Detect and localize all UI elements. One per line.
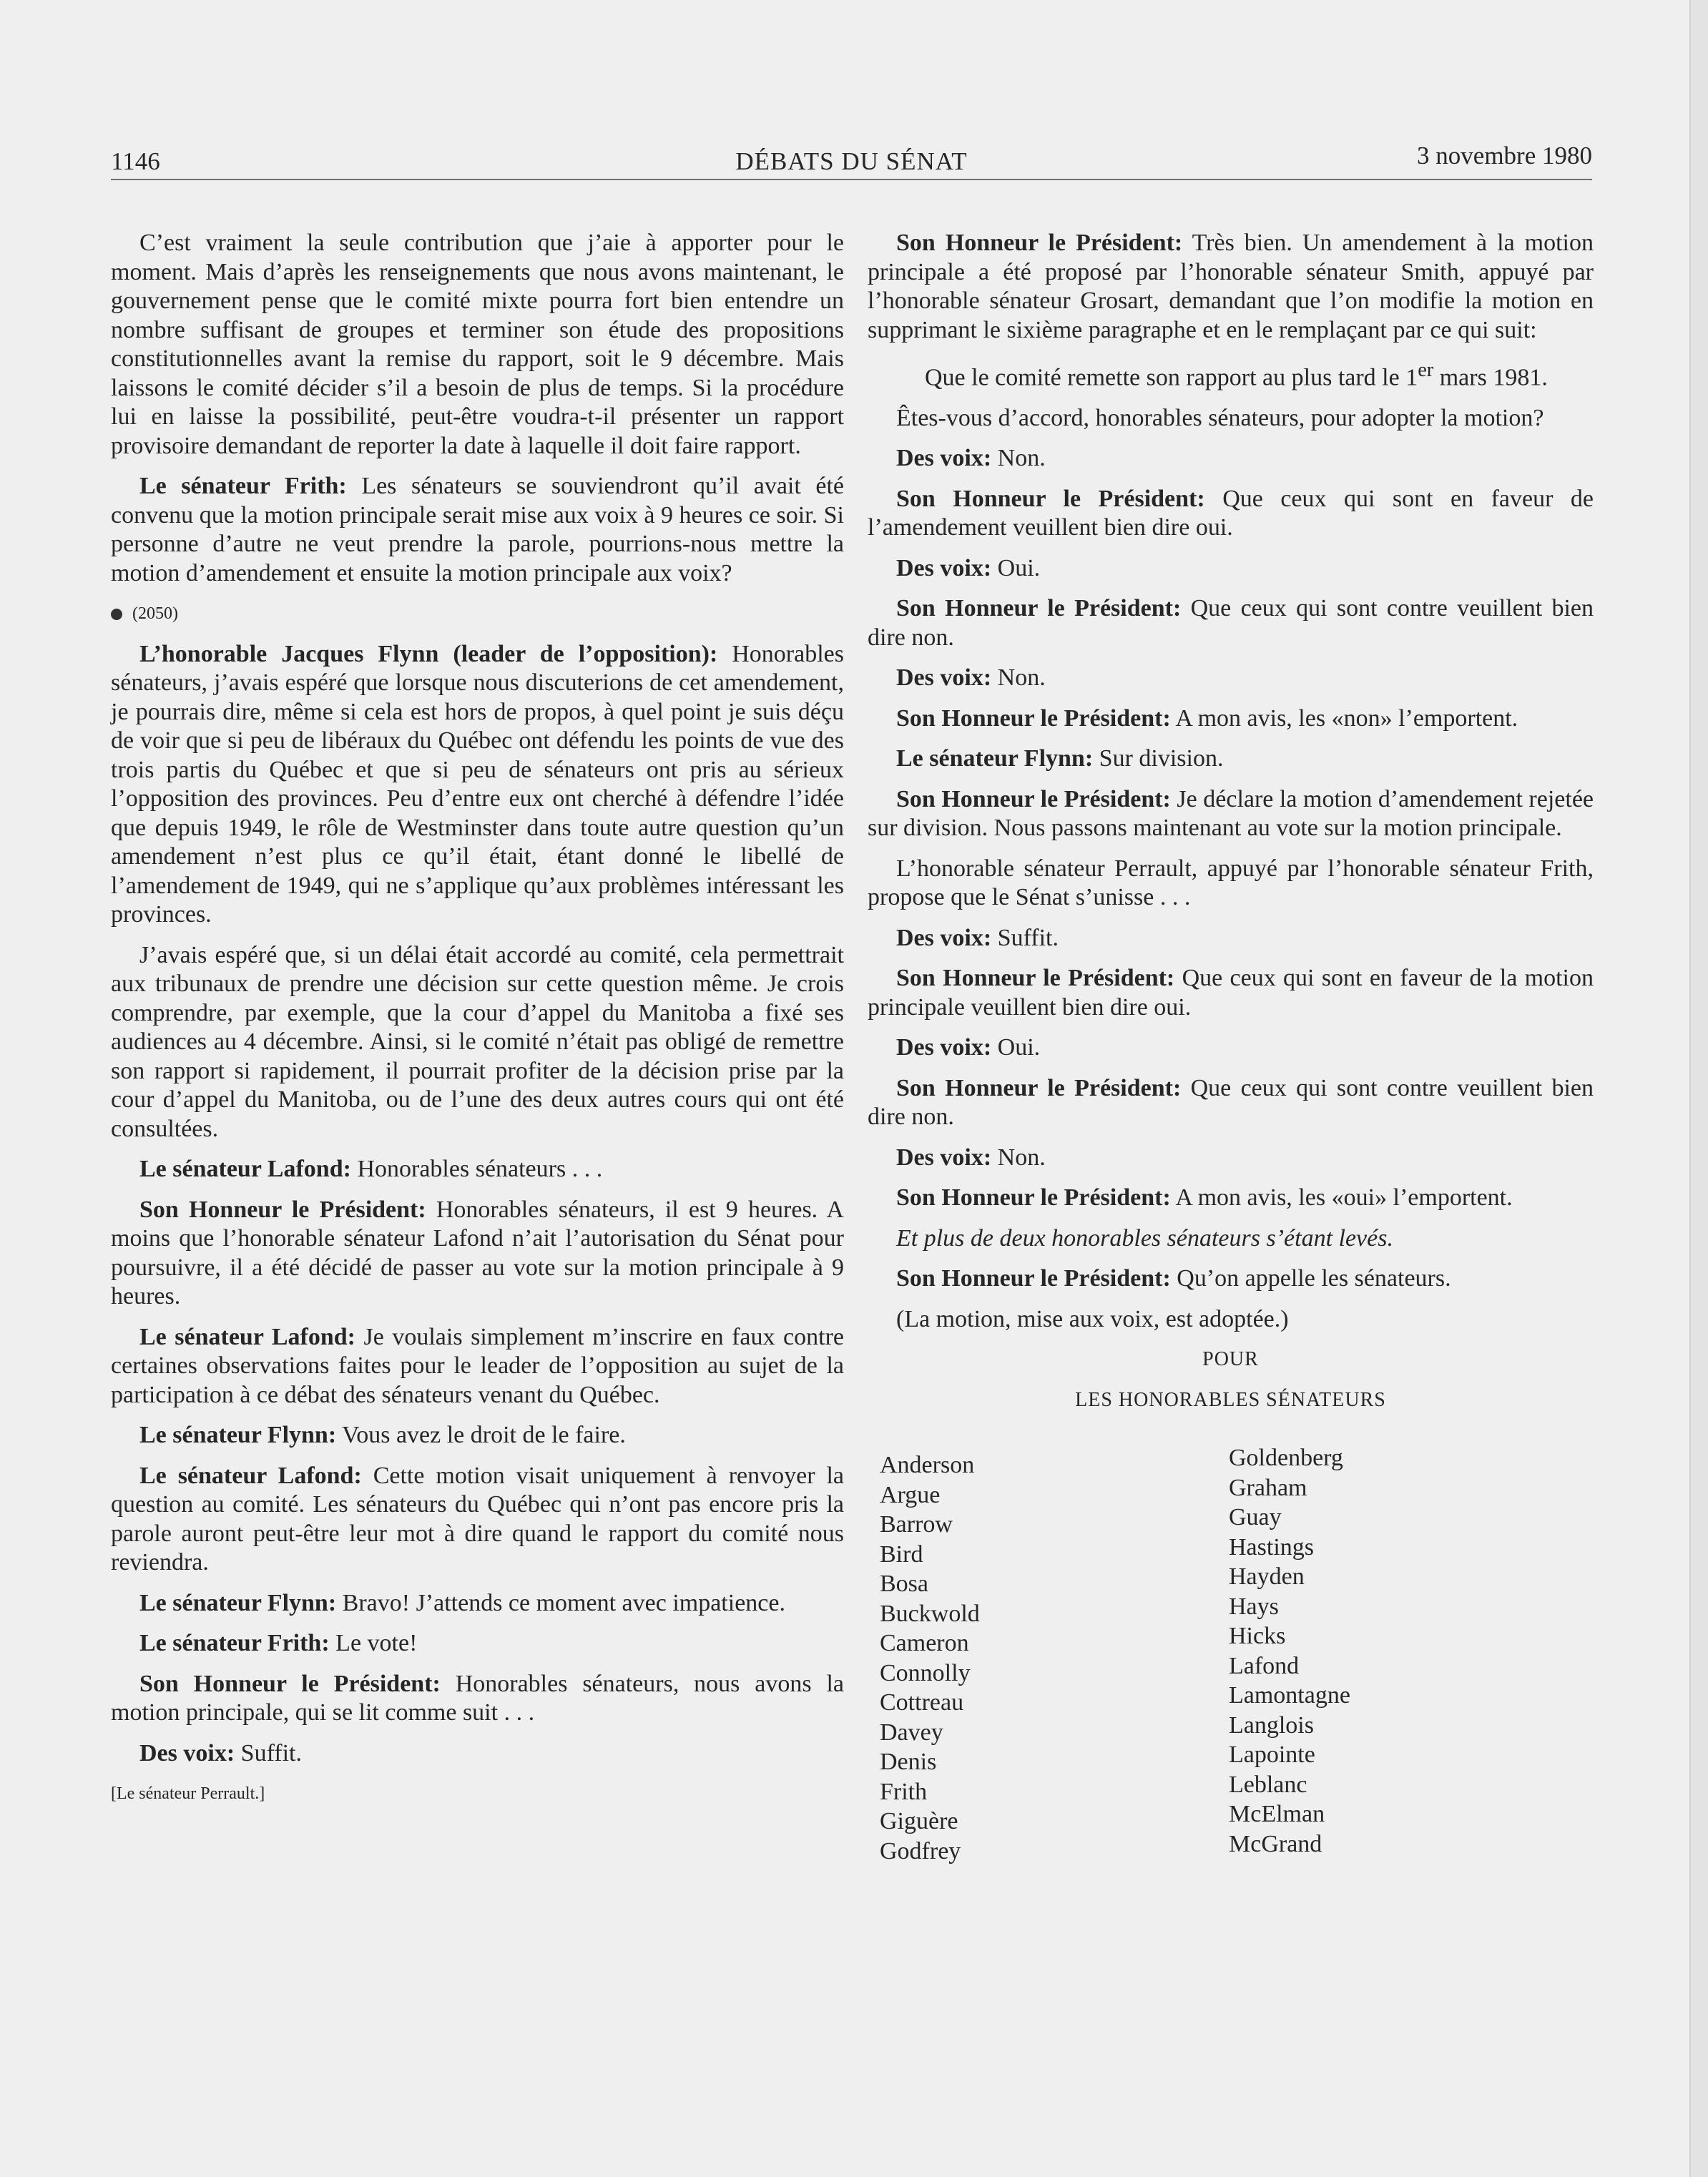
senator-name: Denis	[880, 1749, 937, 1776]
senator-name: Leblanc	[1229, 1771, 1307, 1798]
speech: Des voix: Oui.	[896, 1034, 1041, 1061]
senator-name: Argue	[880, 1481, 941, 1508]
speaker: Son Honneur le Président:	[139, 1196, 426, 1223]
speech: Des voix: Oui.	[896, 554, 1041, 581]
speech: Le sénateur Lafond: Honorables sénateurs . . .	[139, 1156, 603, 1182]
paragraph: C’est vraiment la seule contribution que j’aie à apporter pour le moment. Mais d’après les renseignements que nous avons maintenant, le gouvernement pense que le comité mixte pourra fort bien entendre un nombre suffisant de groupes et terminer son étude des propositions constitutionnelles avant la remise du rapport, soit le 9 décembre. Mais laissons le comité décider s’il a besoin de plus de temps. Si la procédure lui en laisse la possibilité, peut-être voudra-t-il présenter un rapport provisoire demandant de reporter la date à laquelle il doit faire rapport.	[111, 230, 844, 459]
page-date: 3 novembre 1980	[1417, 142, 1592, 169]
time-marker: (2050)	[111, 599, 844, 629]
speech: Son Honneur le Président: Que ceux qui sont en faveur de l’amendement veuillent bien dire oui.	[868, 485, 1594, 541]
senator-name: Godfrey	[880, 1837, 961, 1864]
speech: Son Honneur le Président: A mon avis, les «oui» l’emportent.	[896, 1184, 1513, 1212]
senator-list-left	[868, 1443, 1229, 1866]
speech: Des voix: Non.	[896, 445, 1046, 472]
speech: Le sénateur Flynn: Vous avez le droit de le faire.	[139, 1422, 626, 1448]
senator-name: Bosa	[880, 1571, 928, 1598]
senator-list-right	[1229, 1443, 1590, 1866]
speech: L’honorable Jacques Flynn (leader de l’opposition): Honorables sénateurs, j’avais espéré que lorsque nous discuterions de cet amendement, je pourrais dire, même si cela est hors de propos, à quel point je suis déçu de voir que si peu de libéraux du Québec ont défendu les points de vue des trois partis du Québec et que si peu de sénateurs ont pris au sérieux l’opposition des provinces. Peu d’entre eux ont cherché à défendre l’idée que depuis 1949, le rôle de Westminster dans toute autre question qu’un amendement n’est plus ce qu’il était, étant donné le libellé de l’amendement de 1949, qui ne s’applique qu’aux problèmes intéressant les provinces.	[111, 640, 844, 928]
paragraph: L’honorable sénateur Perrault, appuyé par l’honorable sénateur Frith, propose que le Sénat s’unisse . . .	[868, 855, 1594, 911]
senator-name: Hicks	[1229, 1623, 1286, 1650]
page-edge	[1689, 0, 1708, 2177]
senator-name: Lafond	[1229, 1652, 1300, 1679]
senator-name: McElman	[1229, 1801, 1325, 1828]
senator-name: Connolly	[880, 1659, 971, 1686]
senator-name: Lamontagne	[1229, 1682, 1350, 1709]
quoted-amendment: Que le comité remette son rapport au plus tard le 1er mars 1981.	[925, 359, 1548, 391]
speaker: Des voix:	[896, 1034, 992, 1061]
speaker: Son Honneur le Président:	[896, 965, 1175, 992]
senators-heading: LES HONORABLES SÉNATEURS	[1075, 1388, 1386, 1411]
senator-name: Anderson	[880, 1452, 975, 1479]
speech: Son Honneur le Président: Que ceux qui sont contre veuillent bien dire non.	[868, 595, 1594, 651]
speaker: Son Honneur le Président:	[139, 1670, 441, 1697]
vote-heading: POUR	[1202, 1348, 1259, 1371]
speech: Son Honneur le Président: Que ceux qui sont contre veuillent bien dire non.	[868, 1074, 1594, 1131]
speech: Le sénateur Lafond: Cette motion visait uniquement à renvoyer la question au comité. Les sénateurs du Québec qui n’ont pas encore pris la parole auront peut-être leur mot à dire quand le rapport du comité nous reviendra.	[111, 1462, 844, 1576]
senator-name: Barrow	[880, 1511, 953, 1538]
speech: Son Honneur le Président: Qu’on appelle les sénateurs.	[896, 1265, 1451, 1292]
speech: Son Honneur le Président: A mon avis, les «non» l’emportent.	[896, 704, 1518, 732]
right-column	[868, 229, 1594, 1866]
speaker-reference: [Le sénateur Perrault.]	[111, 1784, 265, 1803]
speaker: Son Honneur le Président:	[896, 1265, 1171, 1292]
speaker: Son Honneur le Président:	[896, 230, 1183, 256]
senator-name: Goldenberg	[1229, 1445, 1343, 1472]
senator-name: Lapointe	[1229, 1741, 1315, 1769]
speaker: Des voix:	[139, 1739, 235, 1766]
senator-name: Cameron	[880, 1630, 969, 1657]
paragraph: J’avais espéré que, si un délai était accordé au comité, cela permettrait aux tribunaux de prendre une décision sur cette question même. Je crois comprendre, par exemple, que la cour d’appel du Manitoba a fixé ses audiences au 4 décembre. Ainsi, si le comité n’était pas obligé de remettre son rapport si rapidement, il pourrait profiter de la décision prise par la cour d’appel du Manitoba, ou de l’une des deux autres cours qui ont été consultées.	[111, 941, 844, 1142]
senator-name: Hayden	[1229, 1563, 1305, 1591]
left-column	[111, 229, 844, 1820]
paragraph: (La motion, mise aux voix, est adoptée.)	[896, 1305, 1289, 1332]
speaker: Des voix:	[896, 554, 992, 581]
speech: Le sénateur Flynn: Sur division.	[896, 745, 1224, 772]
speech: Le sénateur Frith: Le vote!	[139, 1630, 418, 1656]
speaker: Son Honneur le Président:	[896, 704, 1171, 732]
senator-name: Buckwold	[880, 1600, 980, 1627]
senator-name: Langlois	[1229, 1711, 1314, 1739]
senator-name: Giguère	[880, 1808, 958, 1835]
senator-name: Bird	[880, 1540, 923, 1568]
speaker: Le sénateur Lafond:	[139, 1156, 351, 1182]
speaker: Le sénateur Flynn:	[896, 745, 1094, 772]
speaker: Des voix:	[896, 924, 992, 951]
senator-name: Hastings	[1229, 1533, 1314, 1561]
bullet-icon	[111, 609, 122, 620]
speaker: Le sénateur Lafond:	[139, 1323, 355, 1350]
speaker: Des voix:	[896, 445, 992, 472]
senator-name: Frith	[880, 1778, 928, 1805]
speech: Son Honneur le Président: Je déclare la motion d’amendement rejetée sur division. Nous passons maintenant au vote sur la motion principale.	[868, 785, 1594, 842]
speaker: Son Honneur le Président:	[896, 1074, 1182, 1101]
speaker: Des voix:	[896, 1144, 992, 1171]
speaker: Son Honneur le Président:	[896, 1184, 1171, 1212]
speech: Son Honneur le Président: Que ceux qui sont en faveur de la motion principale veuillent bien dire oui.	[868, 965, 1594, 1021]
speech: Le sénateur Flynn: Bravo! J’attends ce moment avec impatience.	[139, 1589, 785, 1616]
speaker: Le sénateur Frith:	[139, 473, 347, 499]
speech: Son Honneur le Président: Très bien. Un amendement à la motion principale a été proposé par l’honorable sénateur Smith, appuyé par l’honorable sénateur Grosart, demandant que l’on modifie la motion en supprimant le sixième paragraphe et en le remplaçant par ce qui suit:	[868, 230, 1594, 343]
speech: Des voix: Suffit.	[139, 1739, 302, 1766]
senator-name: Cottreau	[880, 1689, 964, 1716]
senator-name: Graham	[1229, 1474, 1307, 1501]
page-number: 1146	[111, 147, 160, 175]
speech: Des voix: Suffit.	[896, 924, 1059, 951]
senator-name: Guay	[1229, 1504, 1282, 1531]
senator-name: Hays	[1229, 1593, 1279, 1620]
speaker: Son Honneur le Président:	[896, 785, 1171, 812]
senator-name: Davey	[880, 1719, 943, 1746]
speaker: Son Honneur le Président:	[896, 485, 1205, 512]
speaker: Son Honneur le Président:	[896, 595, 1182, 622]
speech: Le sénateur Lafond: Je voulais simplement m’inscrire en faux contre certaines observations faites pour le leader de l’opposition au sujet de la participation à ce débat des sénateurs venant du Québec.	[111, 1323, 844, 1408]
senator-name: McGrand	[1229, 1830, 1322, 1857]
stage-direction: Et plus de deux honorables sénateurs s’étant levés.	[896, 1224, 1393, 1252]
speech: Des voix: Non.	[896, 664, 1046, 692]
speaker: Le sénateur Lafond:	[139, 1462, 362, 1489]
speaker: Le sénateur Frith:	[139, 1630, 330, 1656]
speech: Son Honneur le Président: Honorables sénateurs, il est 9 heures. A moins que l’honorable sénateur Lafond n’ait l’autorisation du Sénat pour poursuivre, il a été décidé de passer au vote sur la motion principale à 9 heures.	[111, 1196, 844, 1309]
speaker: Le sénateur Flynn:	[139, 1422, 337, 1448]
paragraph: Êtes-vous d’accord, honorables sénateurs, pour adopter la motion?	[896, 404, 1544, 431]
speaker: Le sénateur Flynn:	[139, 1589, 337, 1616]
speech: Des voix: Non.	[896, 1144, 1046, 1171]
senator-list	[868, 1443, 1594, 1866]
publication-title: DÉBATS DU SÉNAT	[735, 147, 968, 175]
speaker: Des voix:	[896, 664, 992, 692]
page-header	[111, 142, 1592, 180]
speech: Son Honneur le Président: Honorables sénateurs, nous avons la motion principale, qui se lit comme suit . . .	[111, 1670, 844, 1726]
speech: Le sénateur Frith: Les sénateurs se souviendront qu’il avait été convenu que la motion principale serait mise aux voix à 9 heures ce soir. Si personne d’autre ne veut prendre la parole, pourrions-nous mettre la motion d’amendement et ensuite la motion principale aux voix?	[111, 473, 844, 586]
speaker: L’honorable Jacques Flynn (leader de l’opposition):	[139, 640, 718, 667]
